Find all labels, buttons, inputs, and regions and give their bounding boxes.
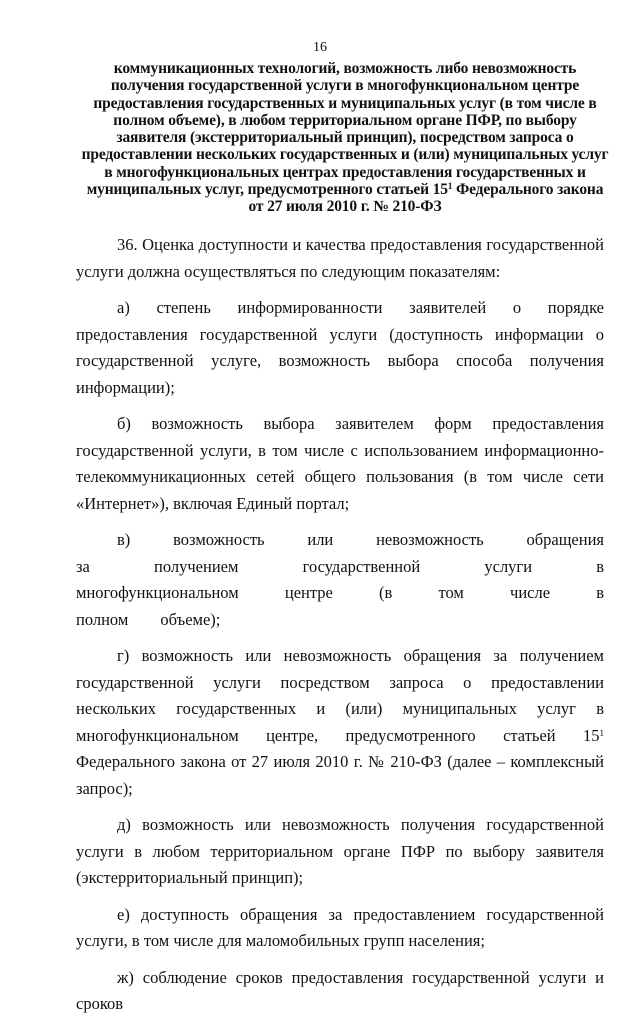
list-item-zh: ж) соблюдение сроков предоставления государственной услуги и сроков — [76, 967, 604, 1013]
superscript: 1 — [599, 727, 604, 738]
heading-line: предоставлении нескольких государственных и (или) муниципальных услуг — [81, 146, 609, 164]
document-body — [76, 232, 604, 1027]
heading-line: предоставления государственных и муниципальных услуг (в том числе в — [93, 94, 597, 112]
superscript: 1 — [447, 181, 453, 192]
list-item-a: а) степень информированности заявителей о порядке предоставления государственной услуги (доступность информации о государственной услуге, возможность выбора способа получения информации); — [76, 298, 604, 397]
heading-line — [66, 181, 624, 198]
heading-text: Федерального закона — [452, 181, 604, 199]
heading-line: коммуникационных технологий, возможность либо невозможность — [113, 60, 577, 77]
paragraph-36: 36. Оценка доступности и качества предоставления государственной услуги должна осуществляться по следующим показателям: — [76, 235, 604, 281]
list-item-b: б) возможность выбора заявителем форм предоставления государственной услуги, в том числе с использованием информационно-телекоммуникационных сетей общего пользования (в том числе сети «Интернет»), включая Единый портал; — [76, 414, 604, 513]
heading-line: полном объеме), в любом территориальном органе ПФР, по выбору — [113, 111, 577, 129]
section-heading — [66, 60, 624, 216]
list-item-e: е) доступность обращения за предоставлением государственной услуги, в том числе для маломобильных групп населения; — [76, 904, 604, 950]
heading-line: получения государственной услуги в многофункциональном центре — [110, 77, 580, 95]
paragraph-text: г) возможность или невозможность обращения за получением государственной услуги посредством запроса о предоставлении нескольких государственных и (или) муниципальных услуг в многофункциональном центре, предусмотренного статьей 15 — [76, 646, 604, 745]
heading-line: заявителя (экстерриториальный принцип), посредством запроса о — [116, 129, 574, 147]
list-item-v: в) возможность или невозможность обращения за получением государственной услуги в многофункциональном центре (в том числе в полном объеме); — [76, 530, 604, 629]
page-number: 16 — [313, 40, 327, 55]
paragraph-text: Федерального закона от 27 июля 2010 г. № 210-ФЗ (далее – комплексный запрос); — [76, 752, 604, 798]
heading-text: муниципальных услуг, предусмотренного статьей 15 — [86, 181, 448, 199]
list-item-g — [76, 643, 604, 802]
heading-line: в многофункциональных центрах предоставления государственных и — [104, 163, 586, 181]
list-item-d: д) возможность или невозможность получения государственной услуги в любом территориальном органе ПФР по выбору заявителя (экстерриториальный принцип); — [76, 815, 604, 887]
heading-line: от 27 июля 2010 г. № 210-ФЗ — [248, 198, 442, 216]
